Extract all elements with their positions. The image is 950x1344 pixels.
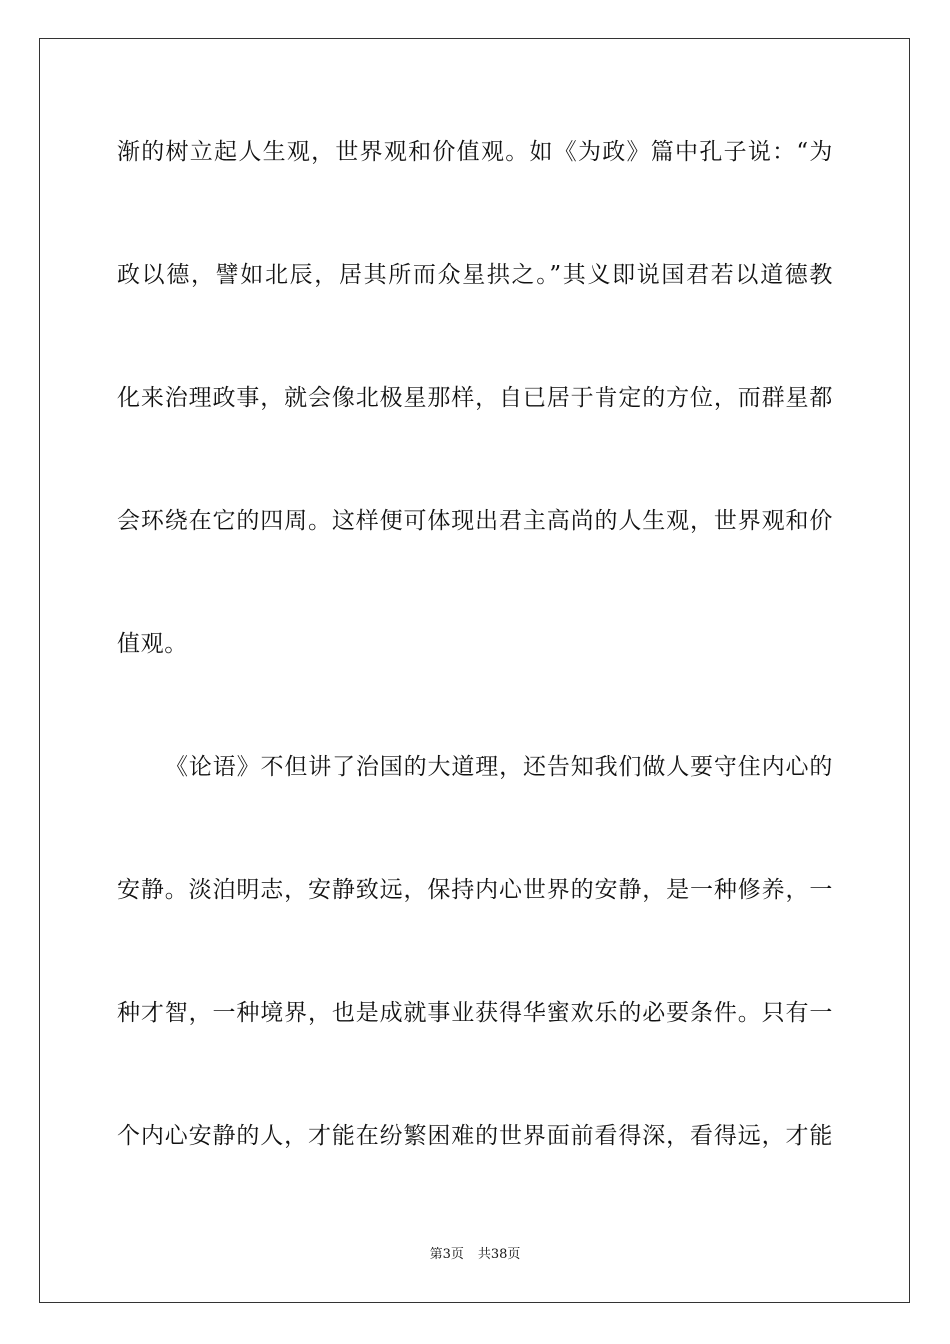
page-border	[39, 38, 910, 1303]
body-text-line: 种才智，一种境界，也是成就事业获得华蜜欢乐的必要条件。只有一	[117, 1000, 833, 1026]
body-text-line: 安静。淡泊明志，安静致远，保持内心世界的安静，是一种修养，一	[117, 877, 833, 903]
page-footer	[0, 1246, 950, 1264]
body-text-line: 会环绕在它的四周。这样便可体现出君主高尚的人生观，世界观和价	[117, 508, 833, 534]
body-text-line: 值观。	[117, 631, 188, 657]
paragraph-first-line: 《论语》不但讲了治国的大道理，还告知我们做人要守住内心的	[165, 754, 833, 780]
body-text-line: 个内心安静的人，才能在纷繁困难的世界面前看得深，看得远，才能	[117, 1123, 833, 1149]
body-text-line: 渐的树立起人生观，世界观和价值观。如《为政》篇中孔子说：“为	[117, 139, 833, 165]
body-text-line: 化来治理政事，就会像北极星那样，自已居于肯定的方位，而群星都	[117, 385, 833, 411]
page-total: 共38页	[477, 1247, 521, 1262]
page-number: 第3页	[429, 1247, 464, 1262]
body-text-line: 政以德，譬如北辰，居其所而众星拱之。”其义即说国君若以道德教	[117, 262, 833, 288]
